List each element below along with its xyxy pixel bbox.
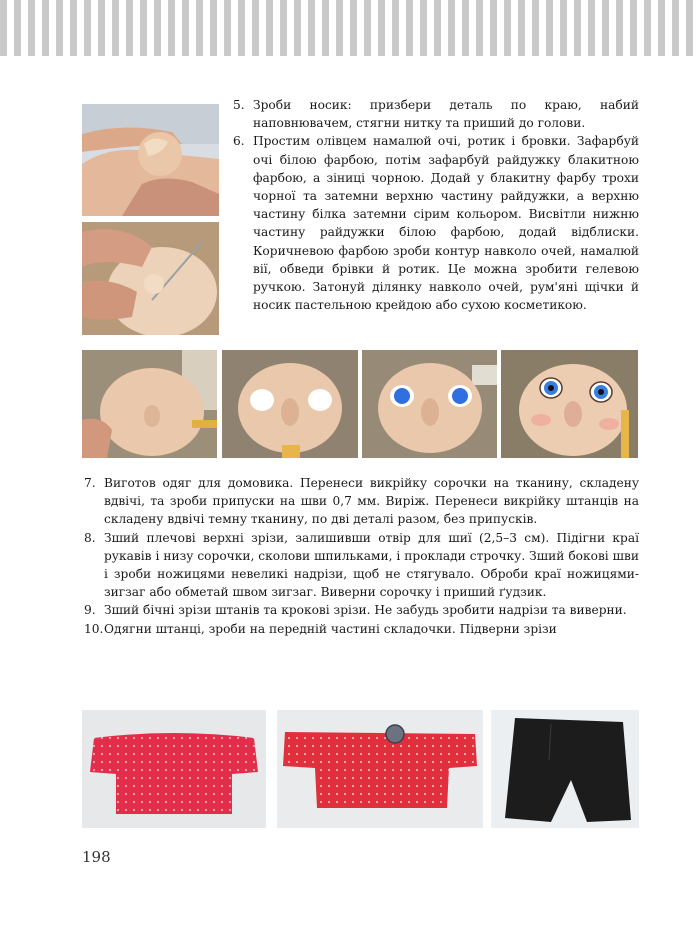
photo-face-finished — [501, 350, 638, 458]
photo-nose-stuffing — [82, 104, 219, 216]
step-text: Зший плечові верхні зрізи, залишивши отвір для шиї (2,5–3 см). Підігни краї рукавів і низу сорочки, сколови шпильками, і проклади строчку. Зший бокові шви і зроби ножицями невеликі надрізи, щоб не стягувало. Оброби краї ножицями-зигзаг або обметай швом зигзаг. Виверни сорочку і приший ґудзик. — [104, 530, 639, 600]
steps-bottom-list — [84, 474, 639, 638]
steps-top-list — [233, 96, 639, 314]
step-text: Одягни штанці, зроби на передній частині складочки. Підверни зрізи — [104, 621, 557, 636]
step-text: Зроби носик: призбери деталь по краю, набий наповнювачем, стягни нитку та приший до голови. — [253, 98, 639, 131]
step-7 — [84, 474, 639, 529]
step-number: 5. — [233, 98, 245, 112]
step-text: Простим олівцем намалюй очі, ротик і бровки. Зафарбуй очі білою фарбою, потім зафарбуй райдужку блакитною фарбою, а зіниці чорною. Додай у блакитну фарбу трохи чорної та затемни верхню частину райдужки, а верхню частину білка затемни сірим кольором. Висвітли нижню частину райдужки білою фарбою, додай відблиски. Коричневою фарбою зроби контур навколо очей, намалюй вії, обведи брівки й ротик. Це можна зробити гелевою ручкою. Затонуй ділянку навколо очей, рум'яні щічки й носик пастельною крейдою або сухою косметикою. — [253, 134, 639, 313]
step-number: 8. — [84, 530, 96, 545]
photo-shirt-front — [82, 710, 266, 828]
photo-face-pencil-sketch — [82, 350, 217, 458]
step-6 — [233, 132, 639, 314]
step-text: Зший бічні зрізи штанів та крокові зрізи. Не забудь зробити надрізи та виверни. — [104, 603, 627, 618]
photo-face-white-eyes — [222, 350, 358, 458]
step-number: 6. — [233, 134, 245, 149]
step-9 — [84, 601, 639, 619]
step-number: 7. — [84, 476, 96, 490]
step-5 — [233, 96, 639, 132]
photo-sewing-nose — [82, 222, 219, 335]
step-text: Виготов одяг для домовика. Перенеси викрійку сорочки на тканину, складену вдвічі, та зроби припуски на шви 0,7 мм. Виріж. Перенеси викрійку штанців на складену вдвічі темну тканину, по дві деталі разом, без припусків. — [104, 476, 639, 527]
header-stripes — [0, 0, 700, 56]
photo-shirt-with-button — [277, 710, 483, 828]
photo-face-blue-iris — [362, 350, 497, 458]
step-number: 9. — [84, 603, 96, 618]
page-number: 198 — [82, 848, 111, 866]
step-number: 10. — [84, 621, 104, 636]
step-8 — [84, 529, 639, 602]
photo-dark-pants — [491, 710, 639, 828]
step-10 — [84, 620, 639, 638]
